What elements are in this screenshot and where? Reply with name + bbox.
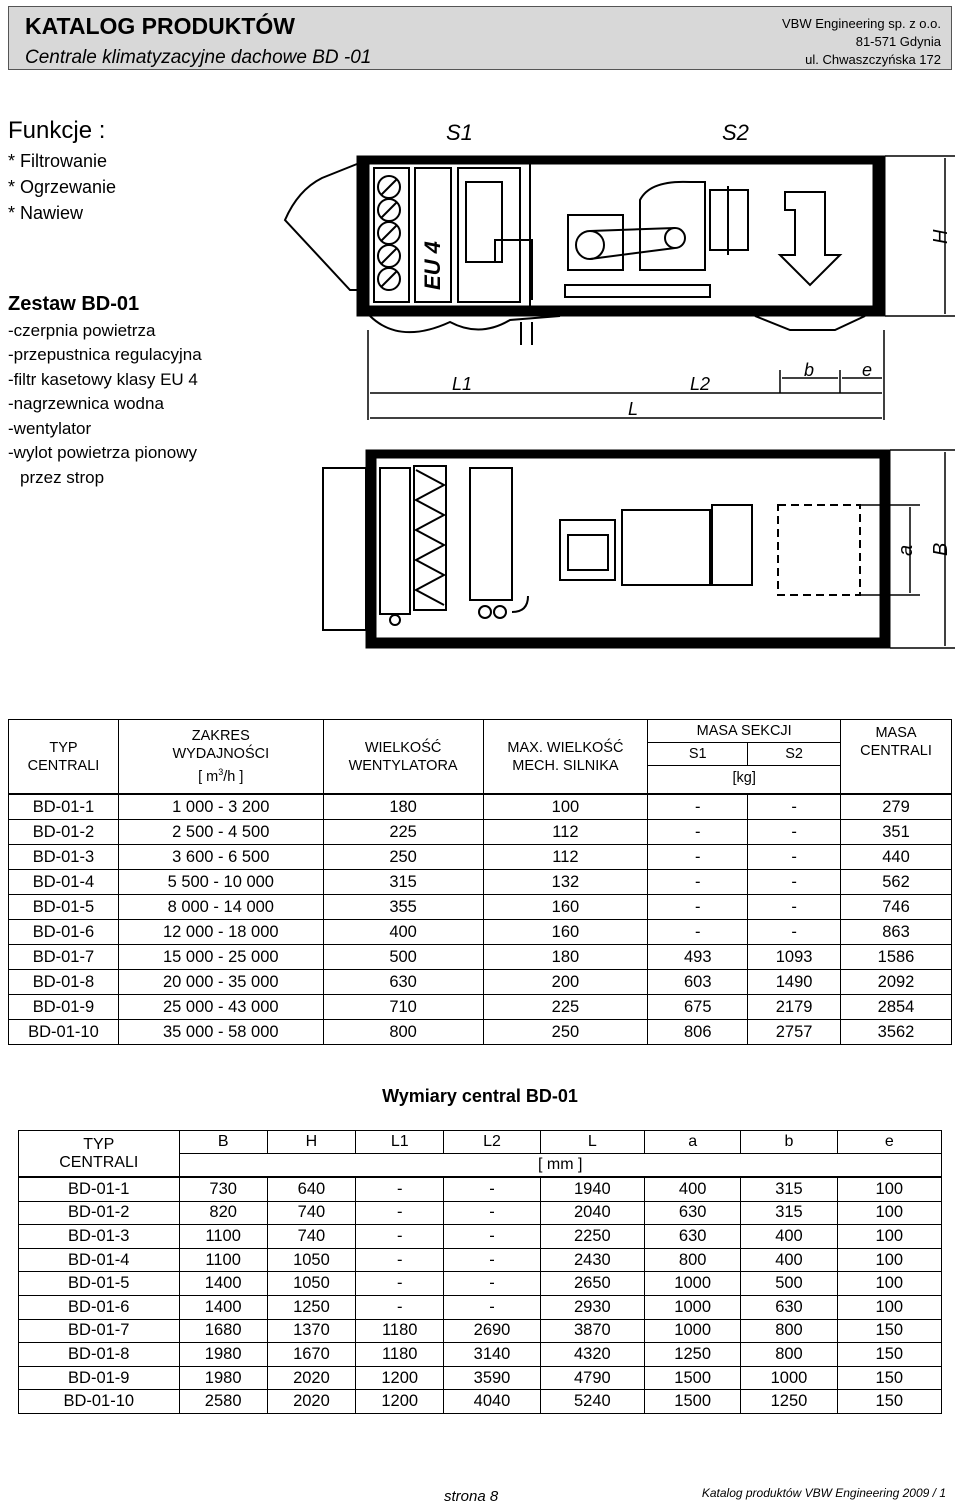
table-row (9, 845, 952, 870)
table-cell: 12 000 - 18 000 (118, 920, 323, 945)
feature-item: * Nawiew (8, 203, 84, 223)
table-cell: 1100 (179, 1225, 267, 1249)
th-unit: [ mm ] (179, 1154, 941, 1178)
table-cell: 1000 (645, 1295, 741, 1319)
table-cell: 160 (483, 895, 648, 920)
table-cell: - (748, 895, 841, 920)
table-cell: - (444, 1177, 540, 1201)
table-cell: 400 (645, 1177, 741, 1201)
table-cell: 746 (841, 895, 952, 920)
table-cell: 100 (837, 1201, 941, 1225)
label-e: e (862, 360, 873, 380)
table-cell: 1370 (267, 1319, 355, 1343)
table-cell: 1500 (645, 1390, 741, 1414)
table-cell: 3562 (841, 1020, 952, 1045)
table-cell: 2179 (748, 995, 841, 1020)
table-cell: - (444, 1248, 540, 1272)
th-dim: B (179, 1131, 267, 1154)
table-cell: 1000 (645, 1319, 741, 1343)
table-cell: 740 (267, 1225, 355, 1249)
table-cell: 800 (741, 1343, 837, 1367)
table-cell: 493 (648, 945, 748, 970)
table-cell: 1500 (645, 1366, 741, 1390)
table-cell: 1250 (645, 1343, 741, 1367)
table-cell: 150 (837, 1366, 941, 1390)
table-cell: - (748, 794, 841, 820)
set-item: -czerpnia powietrza (8, 320, 156, 340)
table-row (19, 1343, 942, 1367)
table-cell: 112 (483, 820, 648, 845)
table-cell: 100 (837, 1272, 941, 1296)
table-row (19, 1295, 942, 1319)
table-cell: BD-01-10 (19, 1390, 180, 1414)
table-cell: 2 500 - 4 500 (118, 820, 323, 845)
table-cell: 2690 (444, 1319, 540, 1343)
th-motor-size: MAX. WIELKOŚĆ MECH. SILNIKA (483, 720, 648, 795)
company-name: VBW Engineering sp. z o.o. (782, 16, 941, 31)
table-cell: BD-01-3 (9, 845, 119, 870)
page-number: strona 8 (444, 1488, 499, 1505)
table-cell: BD-01-6 (19, 1295, 180, 1319)
table-cell: BD-01-1 (19, 1177, 180, 1201)
table-cell: 1586 (841, 945, 952, 970)
table-cell: 630 (645, 1201, 741, 1225)
table-cell: - (444, 1272, 540, 1296)
table-cell: - (444, 1295, 540, 1319)
table-cell: 1000 (741, 1366, 837, 1390)
table-cell: 4040 (444, 1390, 540, 1414)
table-cell: 562 (841, 870, 952, 895)
table-cell: BD-01-7 (9, 945, 119, 970)
table-cell: 3 600 - 6 500 (118, 845, 323, 870)
table-cell: 200 (483, 970, 648, 995)
table-cell: 5240 (540, 1390, 644, 1414)
table-cell: 640 (267, 1177, 355, 1201)
table-cell: - (356, 1177, 444, 1201)
table-cell: - (648, 920, 748, 945)
table-cell: 150 (837, 1343, 941, 1367)
table-cell: BD-01-6 (9, 920, 119, 945)
table-cell: 4320 (540, 1343, 644, 1367)
set-item: -filtr kasetowy klasy EU 4 (8, 369, 198, 389)
table-cell: 225 (323, 820, 483, 845)
table-cell: 1400 (179, 1295, 267, 1319)
label-l1: L1 (452, 374, 473, 394)
table-cell: 1980 (179, 1343, 267, 1367)
table-cell: 1940 (540, 1177, 644, 1201)
company-postal: 81-571 Gdynia (855, 34, 941, 49)
table-cell: - (648, 895, 748, 920)
table-cell: 630 (741, 1295, 837, 1319)
table-cell: - (356, 1248, 444, 1272)
th-dim: H (267, 1131, 355, 1154)
table-cell: 500 (323, 945, 483, 970)
table-cell: 820 (179, 1201, 267, 1225)
features-title: Funkcje : (8, 117, 106, 144)
dims-title: Wymiary central BD-01 (382, 1086, 578, 1106)
table-cell: - (444, 1201, 540, 1225)
th-section-mass: MASA SEKCJI (648, 720, 841, 743)
label-h: H (930, 229, 952, 244)
table-cell: - (356, 1201, 444, 1225)
table-row (19, 1390, 942, 1414)
table-cell: 440 (841, 845, 952, 870)
table-cell: 675 (648, 995, 748, 1020)
table-cell: 1050 (267, 1248, 355, 1272)
table-cell: 1680 (179, 1319, 267, 1343)
table-cell: 603 (648, 970, 748, 995)
table-cell: 2430 (540, 1248, 644, 1272)
label-l2: L2 (690, 374, 711, 394)
table-cell: 100 (483, 794, 648, 820)
table-cell: 4790 (540, 1366, 644, 1390)
table-cell: 150 (837, 1319, 941, 1343)
table-cell: BD-01-5 (9, 895, 119, 920)
table-cell: 315 (323, 870, 483, 895)
th-type: TYP CENTRALI (19, 1131, 180, 1178)
table-cell: 400 (741, 1225, 837, 1249)
table-cell: 400 (741, 1248, 837, 1272)
table-cell: 2040 (540, 1201, 644, 1225)
table-row (19, 1248, 942, 1272)
top-view (323, 450, 890, 648)
set-item: przez strop (20, 467, 105, 487)
th-dim: L1 (356, 1131, 444, 1154)
table-cell: 730 (179, 1177, 267, 1201)
th-dim: e (837, 1131, 941, 1154)
table-cell: 180 (483, 945, 648, 970)
label-b-big: B (930, 542, 952, 556)
label-a: a (895, 544, 917, 556)
table-cell: 3870 (540, 1319, 644, 1343)
table-cell: 355 (323, 895, 483, 920)
table-cell: BD-01-9 (9, 995, 119, 1020)
table-cell: 3140 (444, 1343, 540, 1367)
table-row (9, 995, 952, 1020)
table-cell: 1250 (267, 1295, 355, 1319)
set-title: Zestaw BD-01 (8, 293, 140, 315)
table-cell: 1 000 - 3 200 (118, 794, 323, 820)
table-cell: BD-01-9 (19, 1366, 180, 1390)
table-cell: 100 (837, 1248, 941, 1272)
table-row (19, 1366, 942, 1390)
table-cell: 2580 (179, 1390, 267, 1414)
table-cell: 2250 (540, 1225, 644, 1249)
table-cell: 25 000 - 43 000 (118, 995, 323, 1020)
table-cell: 500 (741, 1272, 837, 1296)
table-cell: 1490 (748, 970, 841, 995)
table-row (9, 1020, 952, 1045)
table-cell: - (648, 845, 748, 870)
table-cell: - (748, 870, 841, 895)
table-row (9, 870, 952, 895)
table-cell: BD-01-2 (19, 1201, 180, 1225)
table-cell: - (748, 820, 841, 845)
table-cell: 2757 (748, 1020, 841, 1045)
table-cell: 1180 (356, 1343, 444, 1367)
table-cell: 1180 (356, 1319, 444, 1343)
table-cell: 740 (267, 1201, 355, 1225)
label-eu4: EU 4 (420, 241, 445, 290)
performance-table (8, 719, 952, 1045)
table-cell: 100 (837, 1225, 941, 1249)
table-cell: 630 (323, 970, 483, 995)
table-cell: BD-01-8 (9, 970, 119, 995)
table-cell: 315 (741, 1201, 837, 1225)
table-row (19, 1272, 942, 1296)
table-cell: 150 (837, 1390, 941, 1414)
th-range: ZAKRES WYDAJNOŚCI [ $m^3/h$ ] (118, 720, 323, 795)
table-cell: 800 (323, 1020, 483, 1045)
table-cell: 1000 (645, 1272, 741, 1296)
table-cell: 250 (323, 845, 483, 870)
table-cell: 279 (841, 794, 952, 820)
th-dim: a (645, 1131, 741, 1154)
side-view (285, 156, 885, 345)
table-cell: 15 000 - 25 000 (118, 945, 323, 970)
table-cell: BD-01-4 (19, 1248, 180, 1272)
table-row (19, 1319, 942, 1343)
table-cell: BD-01-7 (19, 1319, 180, 1343)
table-cell: 8 000 - 14 000 (118, 895, 323, 920)
table-cell: 160 (483, 920, 648, 945)
table-cell: 225 (483, 995, 648, 1020)
table-cell: 35 000 - 58 000 (118, 1020, 323, 1045)
table-cell: 2020 (267, 1366, 355, 1390)
th-dim: L (540, 1131, 644, 1154)
label-b-small: b (804, 360, 815, 380)
feature-item: * Ogrzewanie (8, 177, 117, 197)
label-s1: S1 (446, 120, 473, 145)
set-item: -nagrzewnica wodna (8, 394, 164, 413)
table-cell: BD-01-1 (9, 794, 119, 820)
table-cell: 630 (645, 1225, 741, 1249)
table-cell: BD-01-10 (9, 1020, 119, 1045)
table-row (9, 794, 952, 820)
table-cell: 800 (645, 1248, 741, 1272)
table-row (9, 920, 952, 945)
dimensions-table (18, 1130, 942, 1414)
table-cell: 315 (741, 1177, 837, 1201)
table-cell: - (648, 794, 748, 820)
table-row (19, 1177, 942, 1201)
table-cell: BD-01-8 (19, 1343, 180, 1367)
set-item: -wylot powietrza pionowy (8, 443, 197, 462)
catalog-title: KATALOG PRODUKTÓW (25, 13, 296, 39)
table-cell: 1400 (179, 1272, 267, 1296)
table-row (19, 1225, 942, 1249)
table-cell: 112 (483, 845, 648, 870)
table-cell: 2020 (267, 1390, 355, 1414)
table-cell: 863 (841, 920, 952, 945)
table-cell: 1093 (748, 945, 841, 970)
table-cell: 1200 (356, 1366, 444, 1390)
table-cell: - (356, 1272, 444, 1296)
table-cell: BD-01-5 (19, 1272, 180, 1296)
th-dim: b (741, 1131, 837, 1154)
table-row (9, 820, 952, 845)
table-row (9, 970, 952, 995)
table-cell: - (356, 1225, 444, 1249)
table-cell: 351 (841, 820, 952, 845)
th-fan-size: WIELKOŚĆ WENTYLATORA (323, 720, 483, 795)
table-cell: 5 500 - 10 000 (118, 870, 323, 895)
table-cell: 400 (323, 920, 483, 945)
table-cell: BD-01-3 (19, 1225, 180, 1249)
table-cell: 20 000 - 35 000 (118, 970, 323, 995)
table-cell: BD-01-2 (9, 820, 119, 845)
company-street: ul. Chwaszczyńska 172 (805, 52, 941, 67)
th-section-mass-sub: S1 S2 [kg] (648, 743, 841, 795)
table-cell: 2092 (841, 970, 952, 995)
table-cell: 2854 (841, 995, 952, 1020)
table-cell: 1670 (267, 1343, 355, 1367)
table-cell: 1050 (267, 1272, 355, 1296)
feature-item: * Filtrowanie (8, 151, 108, 171)
table-cell: 3590 (444, 1366, 540, 1390)
table-cell: BD-01-4 (9, 870, 119, 895)
table-cell: 100 (837, 1295, 941, 1319)
table-cell: 800 (741, 1319, 837, 1343)
table-cell: 180 (323, 794, 483, 820)
table-row (9, 895, 952, 920)
th-total-mass: MASA CENTRALI (841, 720, 952, 795)
table-cell: 1200 (356, 1390, 444, 1414)
table-cell: 1250 (741, 1390, 837, 1414)
unit-technical-drawing (0, 0, 960, 700)
table-row (19, 1201, 942, 1225)
label-s2: S2 (722, 120, 749, 145)
set-item: -wentylator (8, 418, 92, 438)
table-cell: - (444, 1225, 540, 1249)
table-cell: - (748, 845, 841, 870)
table-cell: 132 (483, 870, 648, 895)
th-dim: L2 (444, 1131, 540, 1154)
catalog-subtitle: Centrale klimatyzacyjne dachowe BD -01 (25, 47, 372, 68)
table-row (9, 945, 952, 970)
table-cell: 2930 (540, 1295, 644, 1319)
damper-blades (378, 176, 400, 290)
table-cell: 250 (483, 1020, 648, 1045)
catalog-edition: Katalog produktów VBW Engineering 2009 / 1 (701, 1486, 946, 1500)
table-cell: 2650 (540, 1272, 644, 1296)
table-cell: - (748, 920, 841, 945)
table-cell: - (648, 820, 748, 845)
table-cell: - (648, 870, 748, 895)
table-cell: 1980 (179, 1366, 267, 1390)
table-cell: 710 (323, 995, 483, 1020)
table-cell: 100 (837, 1177, 941, 1201)
th-type: TYP CENTRALI (9, 720, 119, 795)
table-cell: 1100 (179, 1248, 267, 1272)
table-cell: - (356, 1295, 444, 1319)
label-l: L (628, 399, 639, 419)
table-cell: 806 (648, 1020, 748, 1045)
set-item: -przepustnica regulacyjna (8, 345, 202, 364)
